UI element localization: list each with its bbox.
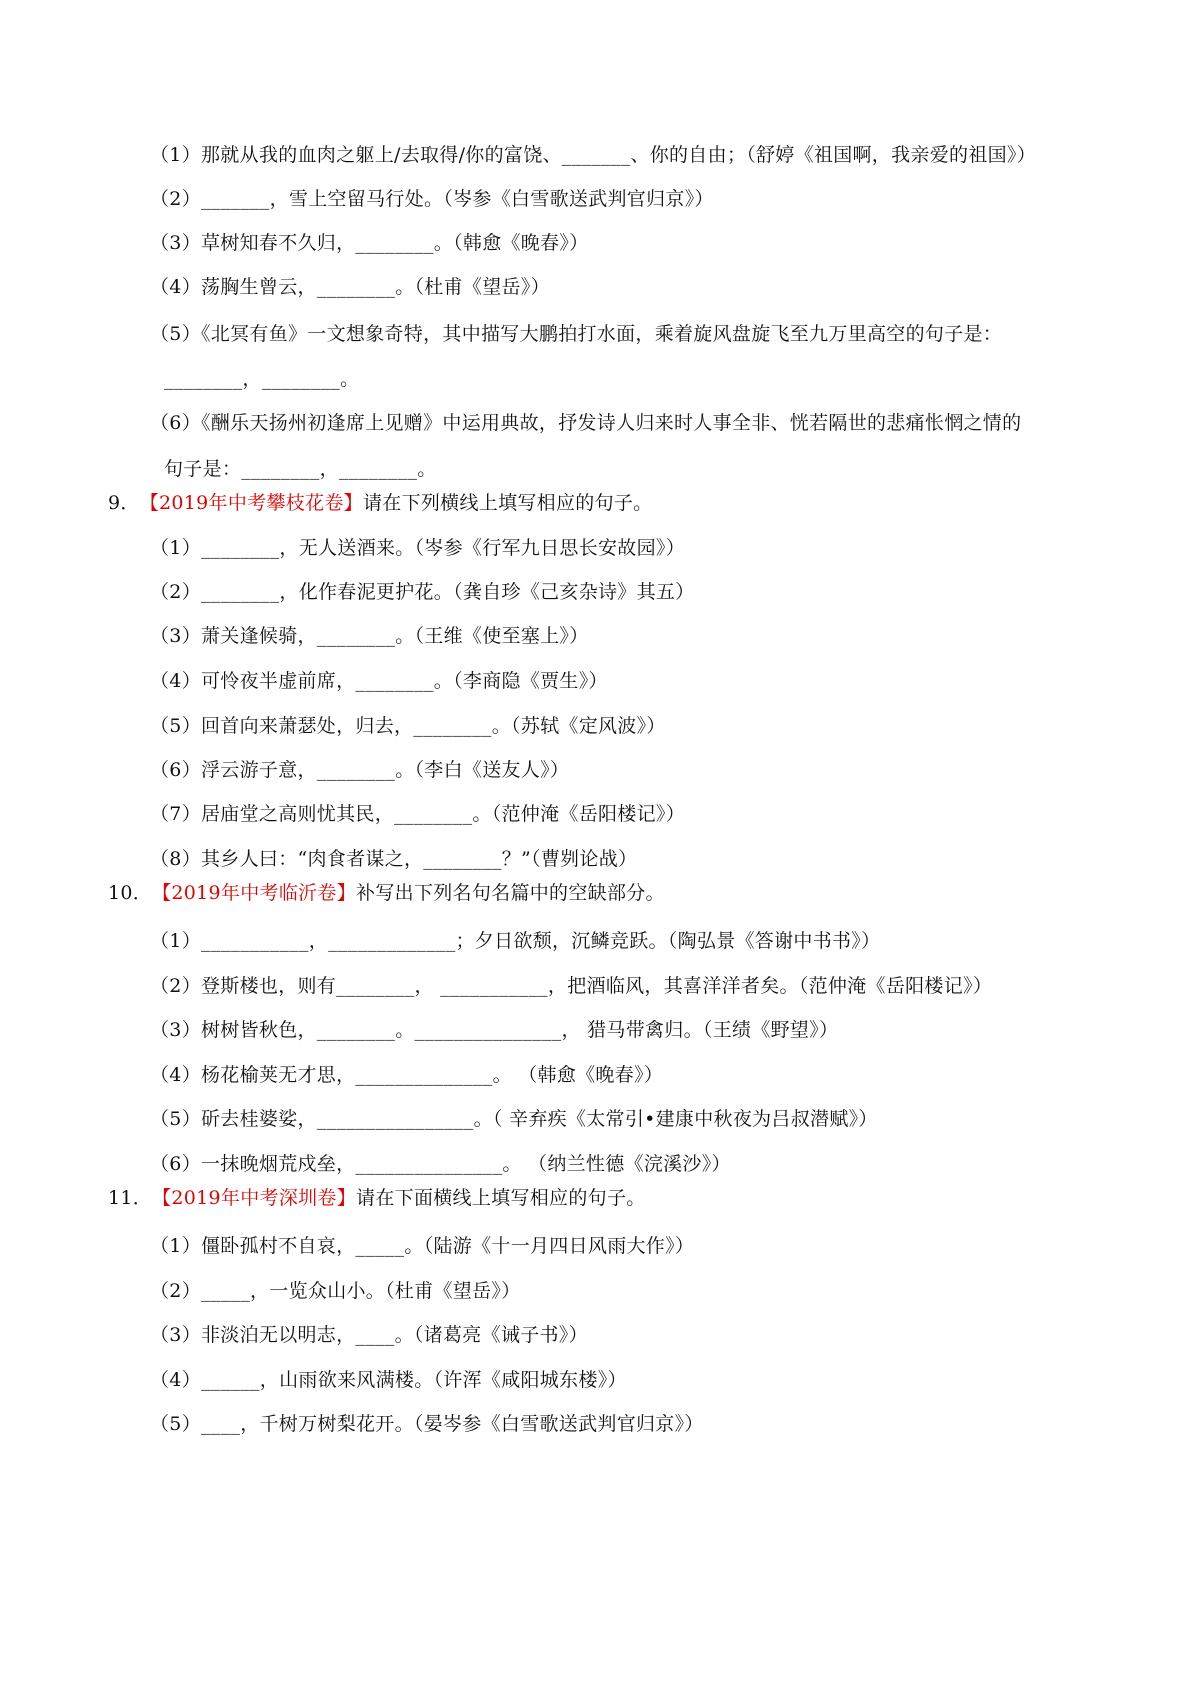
fill-item-continuation: 句子是：________，________。 — [164, 458, 437, 480]
fill-item: （3）树树皆秋色，________。_______________， 猎马带禽归。（王绩《野望》） — [150, 1019, 839, 1041]
question-number: 11． — [108, 1187, 153, 1209]
fill-item: （1）僵卧孤村不自哀，_____。（陆游《十一月四日风雨大作》） — [150, 1235, 695, 1257]
fill-item: （3）草树知春不久归，________。（韩愈《晚春》） — [150, 232, 589, 254]
question-10-heading — [108, 880, 665, 906]
fill-item: （1）________，无人送酒来。（岑参《行军九日思长安故园》） — [150, 537, 685, 559]
source-tag: 【2019年中考深圳卷】 — [152, 1187, 357, 1209]
source-tag: 【2019年中考临沂卷】 — [152, 882, 357, 904]
question-9-heading — [108, 490, 652, 516]
fill-item: （3）非淡泊无以明志，____。（诸葛亮《诫子书》） — [150, 1324, 588, 1346]
fill-item: （5）斫去桂婆娑，________________。（ 辛弃疾《太常引•建康中秋夜为吕叔潜赋》） — [150, 1108, 878, 1130]
fill-item: （2）_____，一览众山小。（杜甫《望岳》） — [150, 1280, 521, 1302]
fill-item: （4）可怜夜半虚前席，________。（李商隐《贾生》） — [150, 670, 608, 692]
fill-item: （6）《酬乐天扬州初逢席上见赠》中运用典故，抒发诗人归来时人事全非、恍若隔世的悲痛怅惘之情的 — [150, 412, 1022, 434]
question-number: 10． — [108, 882, 153, 904]
fill-item: （2）_______，雪上空留马行处。（岑参《白雪歌送武判官归京》） — [150, 188, 714, 210]
question-11-heading — [108, 1185, 646, 1211]
fill-item: （6）浮云游子意，________。（李白《送友人》） — [150, 759, 570, 781]
fill-item: （5）《北冥有鱼》一文想象奇特，其中描写大鹏拍打水面，乘着旋风盘旋飞至九万里高空的句子是： — [150, 323, 1003, 345]
fill-item: （6）一抹晚烟荒戍垒，_______________。 （纳兰性德《浣溪沙》） — [150, 1153, 731, 1175]
fill-item-continuation: ________，________。 — [164, 368, 360, 390]
question-number: 9． — [108, 492, 140, 514]
fill-item: （5）____，千树万树梨花开。（晏岑参《白雪歌送武判官归京》） — [150, 1413, 704, 1435]
source-tag: 【2019年中考攀枝花卷】 — [139, 492, 363, 514]
fill-item: （4）______，山雨欲来风满楼。（许浑《咸阳城东楼》） — [150, 1369, 627, 1391]
fill-item: （7）居庙堂之高则忧其民，________。（范仲淹《岳阳楼记》） — [150, 803, 685, 825]
question-prompt: 补写出下列名句名篇中的空缺部分。 — [356, 882, 665, 904]
fill-item: （1）那就从我的血肉之躯上/去取得/你的富饶、_______、你的自由；（舒婷《祖国啊，我亲爱的祖国》） — [150, 144, 1036, 166]
fill-item: （5）回首向来萧瑟处，归去，________。（苏轼《定风波》） — [150, 715, 666, 737]
fill-item: （2）登斯楼也，则有________， ___________，把酒临风，其喜洋洋者矣。（范仲淹《岳阳楼记》） — [150, 975, 993, 997]
question-prompt: 请在下面横线上填写相应的句子。 — [356, 1187, 646, 1209]
fill-item: （8）其乡人曰：“肉食者谋之，________？”（曹刿论战） — [150, 848, 638, 870]
fill-item: （4）杨花榆荚无才思，______________。 （韩愈《晚春》） — [150, 1064, 664, 1086]
fill-item: （4）荡胸生曾云，________。（杜甫《望岳》） — [150, 276, 550, 298]
fill-item: （1）___________，_____________；夕日欲颓，沉鳞竞跃。（陶弘景《答谢中书书》） — [150, 930, 881, 952]
fill-item: （3）萧关逢候骑，________。（王维《使至塞上》） — [150, 625, 589, 647]
question-prompt: 请在下列横线上填写相应的句子。 — [362, 492, 653, 514]
fill-item: （2）________，化作春泥更护花。（龚自珍《己亥杂诗》其五） — [150, 581, 695, 603]
